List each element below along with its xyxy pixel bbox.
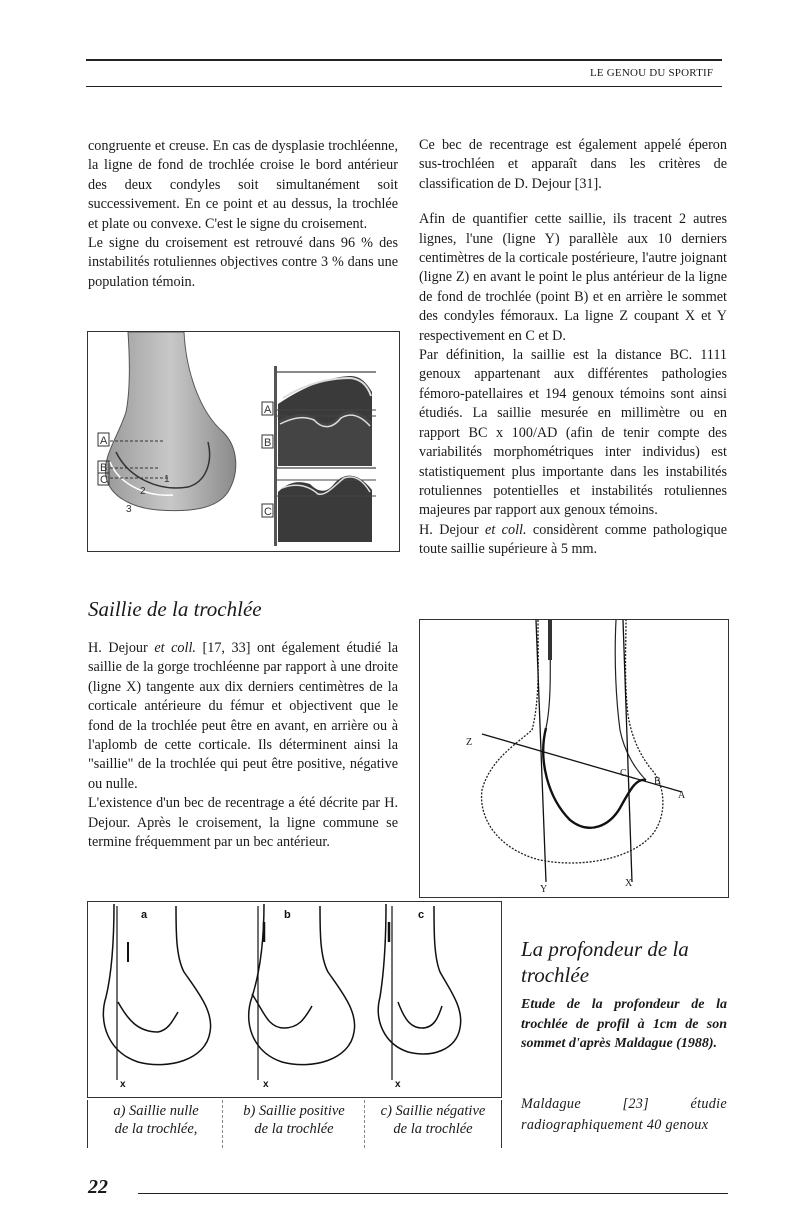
right-para-4 — [419, 521, 727, 560]
profondeur-figure-caption: Etude de la profondeur de la trochlée de profil à 1cm de son sommet d'après Maldague (1988). — [521, 997, 727, 1051]
figure-saillie-types — [87, 901, 502, 1098]
figure-saillie-lines — [419, 619, 729, 898]
panel-b-letter: b — [284, 909, 291, 921]
fig1-label-c-left: C — [100, 474, 108, 486]
panel-c-letter: c — [418, 909, 425, 921]
caption-b — [226, 1102, 362, 1138]
fig1-label-b-left: B — [100, 462, 108, 474]
page-number: 22 — [88, 1176, 108, 1198]
fig2-label-b: B — [654, 776, 661, 787]
fig1-label-a-right: A — [264, 404, 272, 416]
right-para-3: Par définition, la saillie est la distance BC. 1111 genoux appartenant aux différentes pathologies fémoro-patellaires et 194 genoux témoins sont ainsi étudiés. La saillie mesurée en millimètre ou en rapport BC x 100/AD (afin de tenir compte des variabilités morphométriques inter individus) est statistiquement plus importante dans les instabilités rotuliennes potentielles et instabilités rotuliennes majeures par rapport aux genoux témoins. — [419, 347, 727, 519]
section-title-profondeur — [521, 936, 727, 988]
left-para-3-body: [17, 33] ont également étudié la saillie de la gorge trochléenne par rapport à une droite (ligne X) tangente aux dix derniers centimètres de la corticale antérieure du fémur et objectivent que le fond de la trochlée peut être en avant, en arrière ou à l'aplomb de cette corticale. Ils déterminent ainsi la "saillie" de la trochlée qui peut être positive, négative ou nulle. — [88, 640, 398, 792]
right-para-2: Afin de quantifier cette saillie, ils tracent 2 autres lignes, l'une (ligne Y) parallèle aux 10 derniers centimètres de la corticale postérieure, l'autre joignant (ligne Z) en avant le point le plus antérieur de la ligne de fond de trochlée (point B) et en arrière le sommet des condyles fémoraux. La ligne Z coupant X et Y respectivement en C et D. — [419, 211, 727, 344]
right-para-4-etcoll: et coll. — [485, 521, 527, 538]
caption-divider-2 — [364, 1100, 365, 1148]
header-rule-top — [86, 59, 722, 61]
left-para-4: L'existence d'un bec de recentrage a été décrite par H. Dejour. Après le croisement, la ligne commune se termine fréquemment par un bec antérieur. — [88, 795, 398, 851]
figure-saillie-lines-drawing — [420, 620, 728, 897]
left-para-3-etcoll: et coll. — [154, 640, 196, 656]
fig1-label-1: 1 — [164, 474, 170, 485]
fig1-label-2: 2 — [140, 486, 146, 497]
figure-saillie-types-drawing — [88, 902, 501, 1097]
section-title-profondeur-line2: trochlée — [521, 963, 590, 987]
caption-b-line2: de la trochlée — [254, 1121, 334, 1137]
fig2-label-z: Z — [466, 737, 473, 748]
fig1-label-b-right: B — [264, 437, 272, 449]
left-column-intro — [88, 137, 398, 292]
caption-c — [366, 1102, 500, 1138]
fig2-label-a: A — [678, 790, 686, 801]
header-rule-bottom — [86, 86, 722, 87]
fig2-label-x: X — [625, 878, 633, 889]
fig1-label-a-left: A — [100, 435, 108, 447]
figure-crossing-sign — [87, 331, 400, 552]
right-para-1: Ce bec de recentrage est également appelé éperon sus-trochléen et apparaît dans les critères de classification de D. Dejour [31]. — [419, 137, 727, 192]
caption-b-line1: b) Saillie positive — [243, 1103, 345, 1119]
fig1-label-c-right: C — [264, 506, 272, 518]
right-column-text — [419, 136, 727, 560]
fig1-label-3: 3 — [126, 504, 132, 515]
caption-row — [87, 1100, 502, 1148]
figure-crossing-sign-drawing — [88, 332, 399, 551]
left-para-3-author: H. Dejour — [88, 640, 155, 656]
panel-c-x: x — [395, 1079, 401, 1090]
section-title-saillie: Saillie de la trochlée — [88, 597, 262, 621]
footer-rule — [138, 1193, 728, 1194]
caption-a-line1: a) Saillie nulle — [113, 1103, 199, 1119]
profondeur-body: Maldague [23] étudie radiographiquement 40 genoux — [521, 1096, 727, 1133]
left-para-2: Le signe du croisement est retrouvé dans 96 % des instabilités rotuliennes objectives contre 3 % dans une population témoin. — [88, 235, 398, 290]
panel-a-letter: a — [141, 909, 148, 921]
caption-a — [88, 1102, 224, 1138]
left-column-saillie — [88, 639, 398, 852]
fig2-label-y: Y — [540, 884, 548, 895]
caption-c-line2: de la trochlée — [393, 1121, 473, 1137]
left-para-1: congruente et creuse. En cas de dysplasie trochléenne, la ligne de fond de trochlée croise le bord antérieur des deux condyles soit simultanément soit successivement. En ce point et au dessus, la trochlée et plate ou convexe. C'est le signe du croisement. — [88, 138, 398, 232]
fig2-label-c: C — [620, 768, 627, 779]
right-para-4-author: H. Dejour — [419, 521, 486, 538]
section-title-profondeur-line1: La profondeur de la — [521, 937, 689, 961]
caption-a-line2: de la trochlée, — [114, 1121, 198, 1137]
panel-b-x: x — [263, 1079, 269, 1090]
right-para-4-body: considèrent comme pathologique toute saillie supérieure à 5 mm. — [419, 521, 727, 558]
panel-a-x: x — [120, 1079, 126, 1090]
caption-c-line1: c) Saillie négative — [380, 1103, 486, 1119]
running-title: LE GENOU DU SPORTIF — [590, 67, 714, 79]
caption-divider-1 — [222, 1100, 223, 1148]
left-para-3 — [88, 639, 398, 794]
